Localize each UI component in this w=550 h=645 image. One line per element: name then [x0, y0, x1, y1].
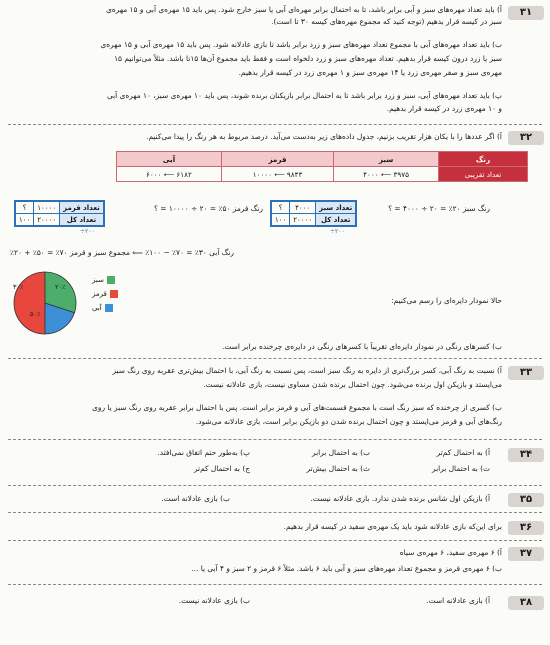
q38-b: ب) بازی عادلانه نیست. — [178, 596, 250, 605]
q31-line-2: سبز در کیسه قرار بدهیم (توجه کنید که مجموع مهره‌های کیسه ۳۰ تا است). — [271, 17, 502, 26]
box-label: تعداد کل — [316, 214, 356, 226]
q34-d: ت) به احتمال برابر — [432, 464, 490, 473]
box-label: تعداد سبز — [316, 202, 356, 214]
divider — [8, 512, 542, 513]
pie-label-green: ۲۰٪ — [55, 283, 66, 291]
divider — [8, 124, 542, 125]
q37-a: آ) ۶ مهره‌ی سفید، ۶ مهره‌ی سیاه — [399, 548, 502, 557]
table-header-green: سبز — [334, 152, 439, 167]
legend-swatch — [110, 290, 118, 298]
q32-intro: آ) اگر عددها را با یکان هزار تقریب بزنیم، جدول داده‌های زیر به‌دست می‌آید. درصد مربوط به هر رنگ را پیدا می‌کنیم. — [146, 132, 502, 141]
table-header-red: قرمز — [221, 152, 333, 167]
red-percent-equation: رنگ قرمز ۵۰٪ = ۲۰ ÷ ۱۰۰۰۰ = ؟ — [154, 204, 263, 213]
table-cell-blue: ۶۱۸۲ ⟵ ۶۰۰۰ — [117, 167, 222, 182]
box-cell: ۱۰۰ — [272, 214, 290, 226]
q33-line-2: می‌ایستد و بازیکن اول برنده می‌شود. چون احتمال برنده شدن مساوی نیست، بازی عادلانه نیست. — [203, 380, 502, 389]
box-cell: ۱۰۰۰۰ — [34, 202, 60, 214]
q32-part-b: ب) کسرهای رنگی در نمودار دایره‌ای تقریباً با کسرهای رنگی در دایره‌ی چرخنده برابر است. — [222, 342, 502, 351]
q38-a: آ) بازی عادلانه است. — [426, 596, 490, 605]
divider — [8, 439, 542, 440]
box-cell: ؟ — [272, 202, 290, 214]
divider — [8, 358, 542, 359]
pie-label-blue: ۳۰٪ — [13, 283, 24, 291]
legend-swatch — [105, 304, 113, 312]
question-number-38: ۳۸ — [508, 596, 544, 610]
red-proportion-box — [14, 200, 105, 227]
q34-e: ث) به احتمال بیش‌تر — [306, 464, 370, 473]
q34-b: ب) به احتمال برابر — [312, 448, 370, 457]
q34-c: پ) به‌طور حتم اتفاق نمی‌افتد. — [157, 448, 250, 457]
legend-label: سبز — [92, 276, 104, 284]
legend-swatch — [107, 276, 115, 284]
box-cell: ۲۰۰۰۰ — [290, 214, 316, 226]
pie-intro: حالا نمودار دایره‌ای را رسم می‌کنیم: — [391, 296, 502, 305]
table-header-blue: آبی — [117, 152, 222, 167]
question-number-33: ۳۳ — [508, 366, 544, 380]
table-row-label: تعداد تقریبی — [439, 167, 528, 182]
legend-label: آبی — [92, 304, 102, 312]
q34-f: ج) به احتمال کم‌تر — [193, 464, 250, 473]
q31-line-4: سبز یا زرد درون کیسه قرار بدهیم. تعداد مهره‌های سبز و زرد دلخواه است و فقط باید مجموع آن‌ها ۱۵تا باشد. مثلاً می‌توانیم ۱۵ — [114, 54, 502, 63]
q35-a: آ) بازیکن اول شانس برنده شدن ندارد. بازی عادلانه نیست. — [310, 494, 490, 503]
divider — [8, 540, 542, 541]
box-label: تعداد قرمز — [60, 202, 104, 214]
legend-label: قرمز — [92, 290, 107, 298]
table-cell-green: ۳۹۷۵ ⟵ ۴۰۰۰ — [334, 167, 439, 182]
box-label: تعداد کل — [60, 214, 104, 226]
green-proportion-box — [270, 200, 357, 227]
pie-label-red: ۵۰٪ — [30, 310, 41, 318]
table-header-color: رنگ — [439, 152, 528, 167]
pie-slice-red — [14, 272, 45, 334]
table-cell-red: ۹۸۴۳ ⟵ ۱۰۰۰۰ — [221, 167, 333, 182]
legend-red — [92, 290, 118, 298]
question-number-36: ۳۶ — [508, 521, 544, 535]
box-cell: ؟ — [16, 202, 34, 214]
question-number-31: ۳۱ — [508, 6, 544, 20]
q31-line-6: پ) باید تعداد مهره‌های آبی، سبز و زرد برابر باشد تا به احتمال برابر بازیکنان برنده شوند، پس باید ۱۰ مهره‌ی سبز، ۱۰ مهره‌ی آبی — [106, 91, 502, 100]
green-box-note: ÷۲۰۰ — [330, 228, 345, 235]
blue-percent-equation: رنگ آبی ۳۰٪ = ۷۰٪ − ۱۰۰٪ ⟸ مجموع سبز و قرمز ۷۰٪ = ۵۰٪ + ۲۰٪ — [10, 248, 234, 257]
q36-text: برای این‌که بازی عادلانه شود باید یک مهره‌ی سفید در کیسه قرار بدهیم. — [283, 522, 502, 531]
legend-green — [92, 276, 115, 284]
q33-line-4: رنگ‌های آبی و قرمز می‌ایستد و چون احتمال برنده شدن دو بازیکن برابر است، بازی عادلانه می‌شود. — [195, 417, 502, 426]
question-number-32: ۳۲ — [508, 131, 544, 145]
pie-chart — [10, 268, 80, 338]
q34-a: آ) به احتمال کم‌تر — [436, 448, 490, 457]
q31-line-5: مهره‌ی سبز و صفر مهره‌ی زرد یا ۱۴ مهره‌ی سبز و ۱ مهره‌ی زرد در کیسه قرار بدهیم. — [238, 68, 502, 77]
box-cell: ۴۰۰۰ — [290, 202, 316, 214]
approx-count-table — [116, 151, 528, 182]
question-number-37: ۳۷ — [508, 547, 544, 561]
question-number-35: ۳۵ — [508, 493, 544, 507]
divider — [8, 584, 542, 585]
q31-line-1: آ) باید تعداد مهره‌های سبز و آبی برابر باشد، تا به احتمال برابر مهره‌ای آبی یا سبز خارج شود. پس باید ۱۵ مهره‌ی آبی و ۱۵ مهره‌ی — [106, 5, 502, 14]
box-cell: ۲۰۰۰۰ — [34, 214, 60, 226]
q33-line-3: ب) کسری از چرخنده که سبز رنگ است با مجموع قسمت‌های آبی و قرمز برابر است. پس با احتمال برابر عقربه روی رنگ سبز یا روی — [92, 403, 502, 412]
question-number-34: ۳۴ — [508, 448, 544, 462]
legend-blue — [92, 304, 113, 312]
q37-b: ب) ۶ مهره‌ی قرمز و مجموع تعداد مهره‌های سبز و آبی باید ۶ باشد. مثلاً ۶ قرمز و ۲ سبز و ۴ آبی یا ... — [191, 564, 502, 573]
q33-line-1: آ) نسبت به رنگ آبی، کسر بزرگ‌تری از دایره به رنگ سبز است، پس نسبت به رنگ آبی، با احتمال بیش‌تری عقربه روی رنگ سبز — [112, 366, 502, 375]
divider — [8, 485, 542, 486]
red-box-note: ÷۲۰۰ — [80, 228, 95, 235]
q31-line-3: ب) باید تعداد مهره‌های آبی با مجموع تعداد مهره‌های سبز و زرد برابر باشد تا بازی عادلانه شود. پس باید ۱۵ مهره‌ی آبی و ۱۵ مهره‌ی — [100, 40, 502, 49]
green-percent-equation: رنگ سبز ۲۰٪ = ۲۰ ÷ ۴۰۰۰ = ؟ — [388, 204, 490, 213]
q31-line-7: و ۱۰ مهره‌ی زرد در کیسه قرار بدهیم. — [386, 104, 502, 113]
q35-b: ب) بازی عادلانه است. — [161, 494, 230, 503]
box-cell: ۱۰۰ — [16, 214, 34, 226]
